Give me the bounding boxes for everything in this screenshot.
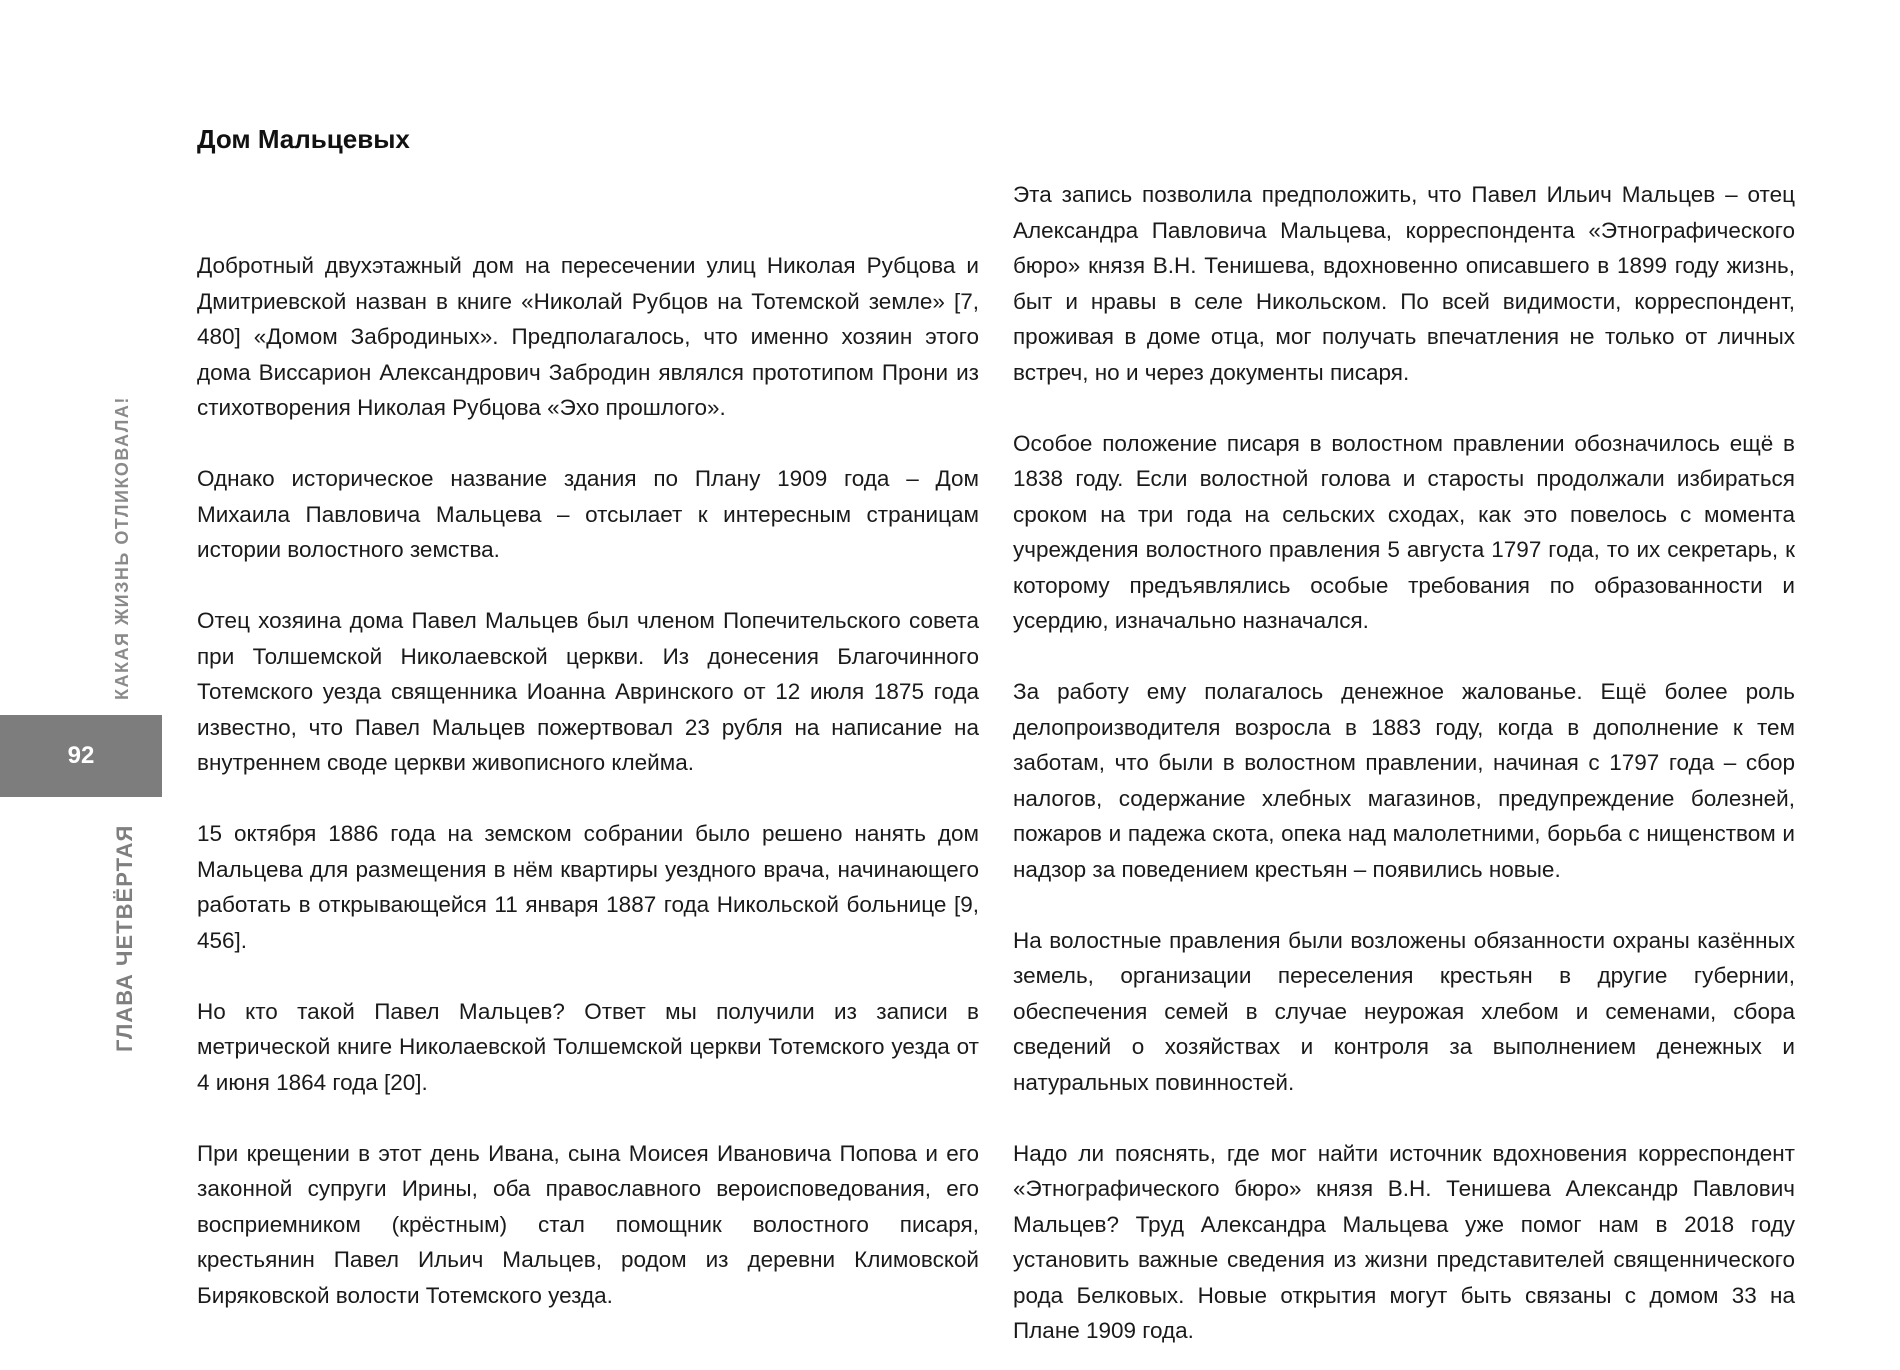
chapter-label: ГЛАВА ЧЕТВЁРТАЯ [112,824,137,1052]
paragraph: За работу ему полагалось денежное жалованье. Ещё более роль делопроизводителя возросла в 1883 году, когда в дополнение к тем заботам, что были в волостном правлении, начиная с 1797 года – сбор налогов, содержание хлебных магазинов, предупреждение болезней, пожаров и падежа скота, опека над малолетними, борьба с нищенством и надзор за поведением крестьян – появились новые. [1013,679,1795,882]
paragraph: При крещении в этот день Ивана, сына Моисея Ивановича Попова и его законной супруги Ирины, оба православного вероисповедования, его восприемником (крёстным) стал помощник волостного писаря, крестьянин Павел Ильич Мальцев, родом из деревни Климовской Биряковской волости Тотемского уезда. [197,1140,979,1308]
page-number-tab [0,715,162,797]
page-number: 92 [67,742,95,769]
right-column [1013,177,1795,1349]
paragraph: Однако историческое название здания по Плану 1909 года – Дом Михаила Павловича Мальцева – отсылает к интересным страницам истории волостного земства. [197,466,979,562]
left-column [197,248,979,1313]
paragraph: Особое положение писаря в волостном правлении обозначилось ещё в 1838 году. Если волостной голова и старосты продолжали избираться сроком на три года на сельских сходах, как это повелось с момента учреждения волостного правления 5 августа 1797 года, то их секретарь, к которому предъявлялись особые требования по образованности и усердию, изначально назначался. [1013,430,1795,633]
paragraph: Отец хозяина дома Павел Мальцев был членом Попечительского совета при Толшемской Николаевской церкви. Из донесения Благочинного Тотемского уезда священника Иоанна Авринского от 12 июля 1875 года известно, что Павел Мальцев пожертвовал 23 рубля на написание на внутреннем своде церкви живописного клейма. [197,608,979,775]
paragraph: Добротный двухэтажный дом на пересечении улиц Николая Рубцова и Дмитриевской назван в книге «Николай Рубцов на Тотемской земле» [7, 480] «Домом Забродиных». Предполагалось, что именно хозяин этого дома Виссарион Александрович Забродин являлся прототипом Прони из стихотворения Николая Рубцова «Эхо прошлого». [197,253,979,420]
paragraph: Эта запись позволила предположить, что Павел Ильич Мальцев – отец Александра Павловича Мальцева, корреспондента «Этнографического бюро» князя В.Н. Тенишева, вдохновенно описавшего в 1899 году жизнь, быт и нравы в селе Никольском. По всей видимости, корреспондент, проживая в доме отца, мог получать впечатления не только от личных встреч, но и через документы писаря. [1013,182,1795,385]
running-title: КАКАЯ ЖИЗНЬ ОТЛИКОВАЛА! [112,396,132,700]
paragraph: На волостные правления были возложены обязанности охраны казённых земель, организации переселения крестьян в другие губернии, обеспечения семей в случае неурожая хлебом и семенами, сбора сведений о хозяйствах и контроля за выполнением денежных и натуральных повинностей. [1013,927,1795,1095]
paragraph: 15 октября 1886 года на земском собрании было решено нанять дом Мальцева для размещения в нём квартиры уездного врача, начинающего работать в открывающейся 11 января 1887 года Никольской больнице [9, 456]. [197,821,979,953]
article-title: Дом Мальцевых [197,124,410,154]
paragraph: Надо ли пояснять, где мог найти источник вдохновения корреспондент «Этнографического бюро» князя В.Н. Тенишева Александр Павлович Мальцев? Труд Александра Мальцева уже помог нам в 2018 году установить важные сведения из жизни представителей священнического рода Белковых. Новые открытия могут быть связаны с домом 33 на Плане 1909 года. [1013,1140,1795,1343]
paragraph: Но кто такой Павел Мальцев? Ответ мы получили из записи в метрической книге Николаевской Толшемской церкви Тотемского уезда от 4 июня 1864 года [20]. [197,998,979,1095]
